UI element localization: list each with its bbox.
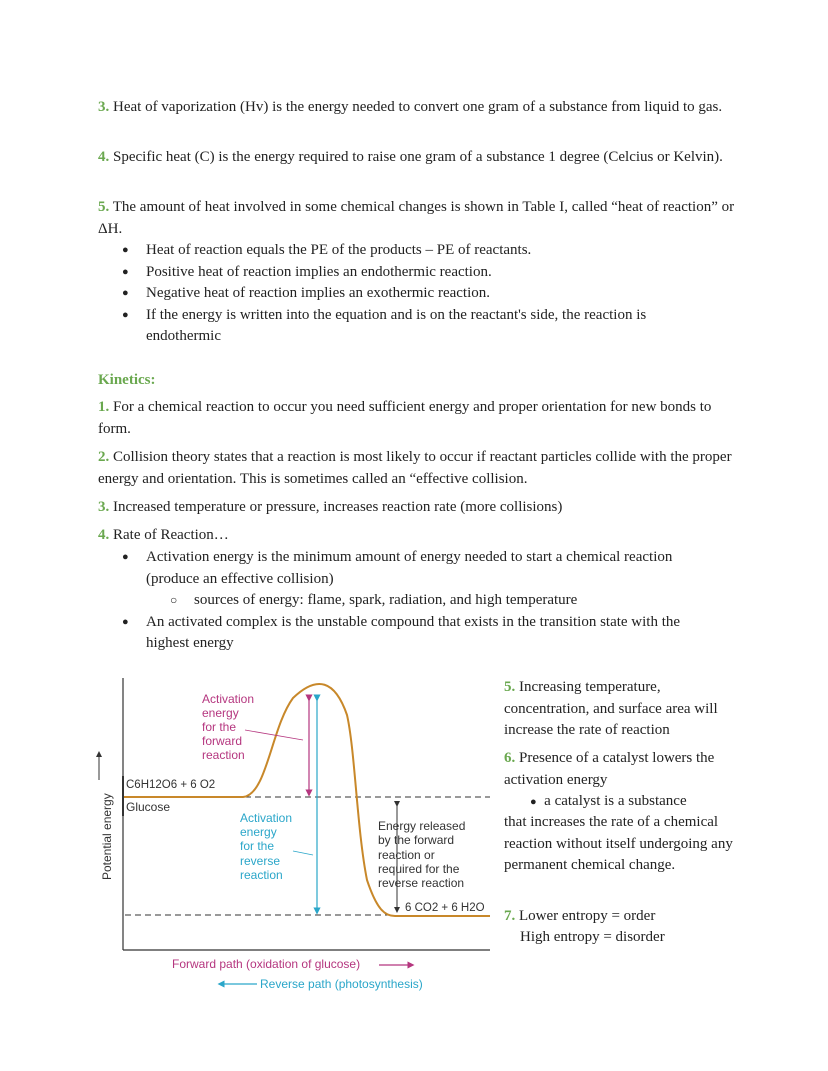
kinetics-item-2: 2. Collision theory states that a reaction is most likely to occur if reactant particles collide with the proper energy and orientation. This is sometimes called an “effective collision. <box>98 449 732 487</box>
list-item: ● Heat of reaction equals the PE of the products – PE of reactants. <box>122 240 722 262</box>
svg-text:reaction or: reaction or <box>378 848 435 862</box>
svg-text:for the: for the <box>240 839 275 853</box>
side-item-7-line2: High entropy = disorder <box>520 929 665 945</box>
energy-released-label <box>378 819 465 890</box>
side-item-5: 5. Increasing temperature, concentration, and surface area will increase the rate of reaction <box>504 679 718 738</box>
svg-text:reverse: reverse <box>240 854 281 868</box>
list-item: ● Activation energy is the minimum amount of energy needed to start a chemical reaction (produce an effective collision) ○ sources of energy: flame, spark, radiation, and high temperature <box>122 547 722 612</box>
intro-item-5: 5. The amount of heat involved in some chemical changes is shown in Table I, called “heat of reaction” or ΔH. <box>98 199 735 237</box>
side-item-6-continuation: that increases the rate of a chemical reaction without itself undergoing any permanent chemical change. <box>504 814 733 873</box>
activation-forward-label <box>202 692 254 762</box>
list-item: ● An activated complex is the unstable compound that exists in the transition state with the highest energy <box>122 612 722 655</box>
svg-text:reaction: reaction <box>240 868 283 882</box>
rate-bullet-list <box>122 547 722 655</box>
kinetics-heading: Kinetics: <box>98 372 156 388</box>
side-item-6-bullet: ● a catalyst is a substance <box>530 793 687 809</box>
svg-text:Energy released: Energy released <box>378 819 466 833</box>
reactant-formula: C6H12O6 + 6 O2 <box>126 779 216 791</box>
side-item-7: 7. Lower entropy = order <box>504 908 656 924</box>
kinetics-item-4: 4. Rate of Reaction… <box>98 527 229 543</box>
activation-reverse-label <box>240 811 292 882</box>
y-axis-label <box>100 793 114 880</box>
svg-text:reverse reaction: reverse reaction <box>378 876 465 890</box>
intro-item-4: 4. Specific heat (C) is the energy required to raise one gram of a substance 1 degree (Celcius or Kelvin). <box>98 149 723 165</box>
svg-text:energy: energy <box>202 706 239 720</box>
kinetics-item-3: 3. Increased temperature or pressure, increases reaction rate (more collisions) <box>98 499 563 515</box>
svg-text:required for the: required for the <box>378 862 460 876</box>
sub-list-item: ○ sources of energy: flame, spark, radiation, and high temperature <box>170 590 722 612</box>
energy-diagram <box>95 670 500 1005</box>
reactant-name: Glucose <box>126 800 171 814</box>
sub-list <box>146 590 722 612</box>
list-item: ● Negative heat of reaction implies an exothermic reaction. <box>122 283 722 305</box>
svg-text:by the forward: by the forward <box>378 833 455 847</box>
kinetics-item-1: 1. For a chemical reaction to occur you need sufficient energy and proper orientation for new bonds to form. <box>98 399 712 437</box>
reverse-path-label: Reverse path (photosynthesis) <box>260 977 423 991</box>
svg-text:for the: for the <box>202 720 237 734</box>
svg-text:reaction: reaction <box>202 748 245 762</box>
svg-text:Activation: Activation <box>202 692 255 706</box>
svg-text:energy: energy <box>240 825 277 839</box>
heat-bullet-list <box>122 240 722 348</box>
side-item-6: 6. Presence of a catalyst lowers the activation energy <box>504 750 715 788</box>
list-item: ● If the energy is written into the equation and is on the reactant's side, the reaction is endothermic <box>122 305 722 348</box>
forward-path-label: Forward path (oxidation of glucose) <box>172 957 361 971</box>
svg-text:Potential energy: Potential energy <box>100 793 114 880</box>
svg-text:forward: forward <box>202 734 243 748</box>
product-formula: 6 CO2 + 6 H2O <box>405 902 485 914</box>
intro-item-3: 3. Heat of vaporization (Hv) is the energy needed to convert one gram of a substance from liquid to gas. <box>98 99 723 115</box>
list-item: ● Positive heat of reaction implies an endothermic reaction. <box>122 262 722 284</box>
svg-text:Activation: Activation <box>240 811 293 825</box>
